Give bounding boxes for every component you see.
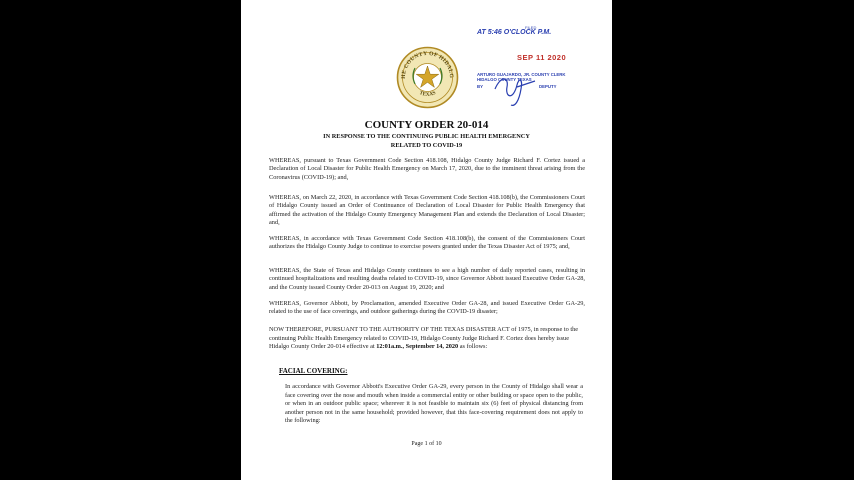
now-therefore-end: as follows: [459, 343, 488, 350]
document-subtitle-2: RELATED TO COVID-19 [390, 142, 463, 149]
whereas-paragraph-5: WHEREAS, Governor Abbott, by Proclamation, amended Executive Order GA-28, and issued Executive Order GA-29, related to the use of face coverings, and outdoor gatherings during the COVID-19 disaster; [269, 300, 585, 316]
filed-label: FILED [525, 25, 537, 30]
page-number: Page 1 of 10 [411, 441, 442, 447]
now-therefore-paragraph [269, 326, 585, 352]
by-label: BY [477, 84, 483, 89]
filed-date: SEP 11 2020 [517, 53, 567, 62]
county-seal [396, 46, 459, 109]
document-subtitle-1: IN RESPONSE TO THE CONTINUING PUBLIC HEALTH EMERGENCY [323, 133, 530, 140]
deputy-label: DEPUTY [539, 84, 557, 89]
seal-bottom-text: TEXAS [418, 90, 437, 98]
filed-time: AT 5:46 O'CLOCK P.M. [477, 29, 552, 36]
clerk-line-1: ARTURO GUAJARDO, JR. COUNTY CLERK [477, 72, 566, 77]
seal-outer-text: HE COUNTY OF HIDALG [400, 50, 455, 79]
clerk-line-2: HIDALGO COUNTY TEXAS [477, 77, 532, 82]
document-title: COUNTY ORDER 20-014 [364, 119, 489, 131]
facial-covering-paragraph: In accordance with Governor Abbott's Executive Order GA-29, every person in the County of Hidalgo shall wear a face covering over the nose and mouth when inside a commercial entity or other building or space open to the public, or when in an outdoor public space; wherever it is not feasible to maintain six (6) feet of physical distancing from another person not in the same household; provided however, that this face-covering requirement does not apply to the following: [285, 383, 583, 425]
whereas-paragraph-3: WHEREAS, in accordance with Texas Government Code Section 418.108(b), the consent of the Commissioners Court authorizes the Hidalgo County Judge to continue to exercise powers granted under the Texas Disaster Act of 1975; and, [269, 235, 585, 251]
whereas-paragraph-1: WHEREAS, pursuant to Texas Government Code Section 418.108, Hidalgo County Judge Richard F. Cortez issued a Declaration of Local Disaster for Public Health Emergency on March 17, 2020, due to the imminent threat arising from the Coronavirus (COVID-19); and, [269, 157, 585, 181]
deputy-signature [487, 71, 547, 109]
effective-date: 12:01a.m., September 14, 2020 [376, 343, 459, 350]
document-page [241, 0, 612, 480]
clerk-filed-stamp [477, 25, 607, 111]
whereas-paragraph-4: WHEREAS, the State of Texas and Hidalgo County continues to see a high number of daily reported cases, resulting in continued hospitalizations and resulting deaths related to COVID-19, since Governor Abbott issued Executive Order GA-28, and the County issued County Order 20-013 on August 19, 2020; and [269, 267, 585, 291]
now-therefore-text: NOW THEREFORE, PURSUANT TO THE AUTHORITY OF THE TEXAS DISASTER ACT of 1975, in response to the continuing Public Health Emergency related to COVID-19, Hidalgo County Judge Richard F. Cortez does hereby issue Hidalgo County Order 20-014 effective at [269, 326, 579, 350]
whereas-paragraph-2: WHEREAS, on March 22, 2020, in accordance with Texas Government Code Section 418.108(b), the Commissioners Court of Hidalgo County issued an Order of Continuance of Declaration of Local Disaster for Public Health Emergency that affirmed the activation of the Hidalgo County Emergency Management Plan and extends the Declaration of Local Disaster; and, [269, 194, 585, 227]
section-heading-facial-covering: FACIAL COVERING: [279, 367, 348, 375]
